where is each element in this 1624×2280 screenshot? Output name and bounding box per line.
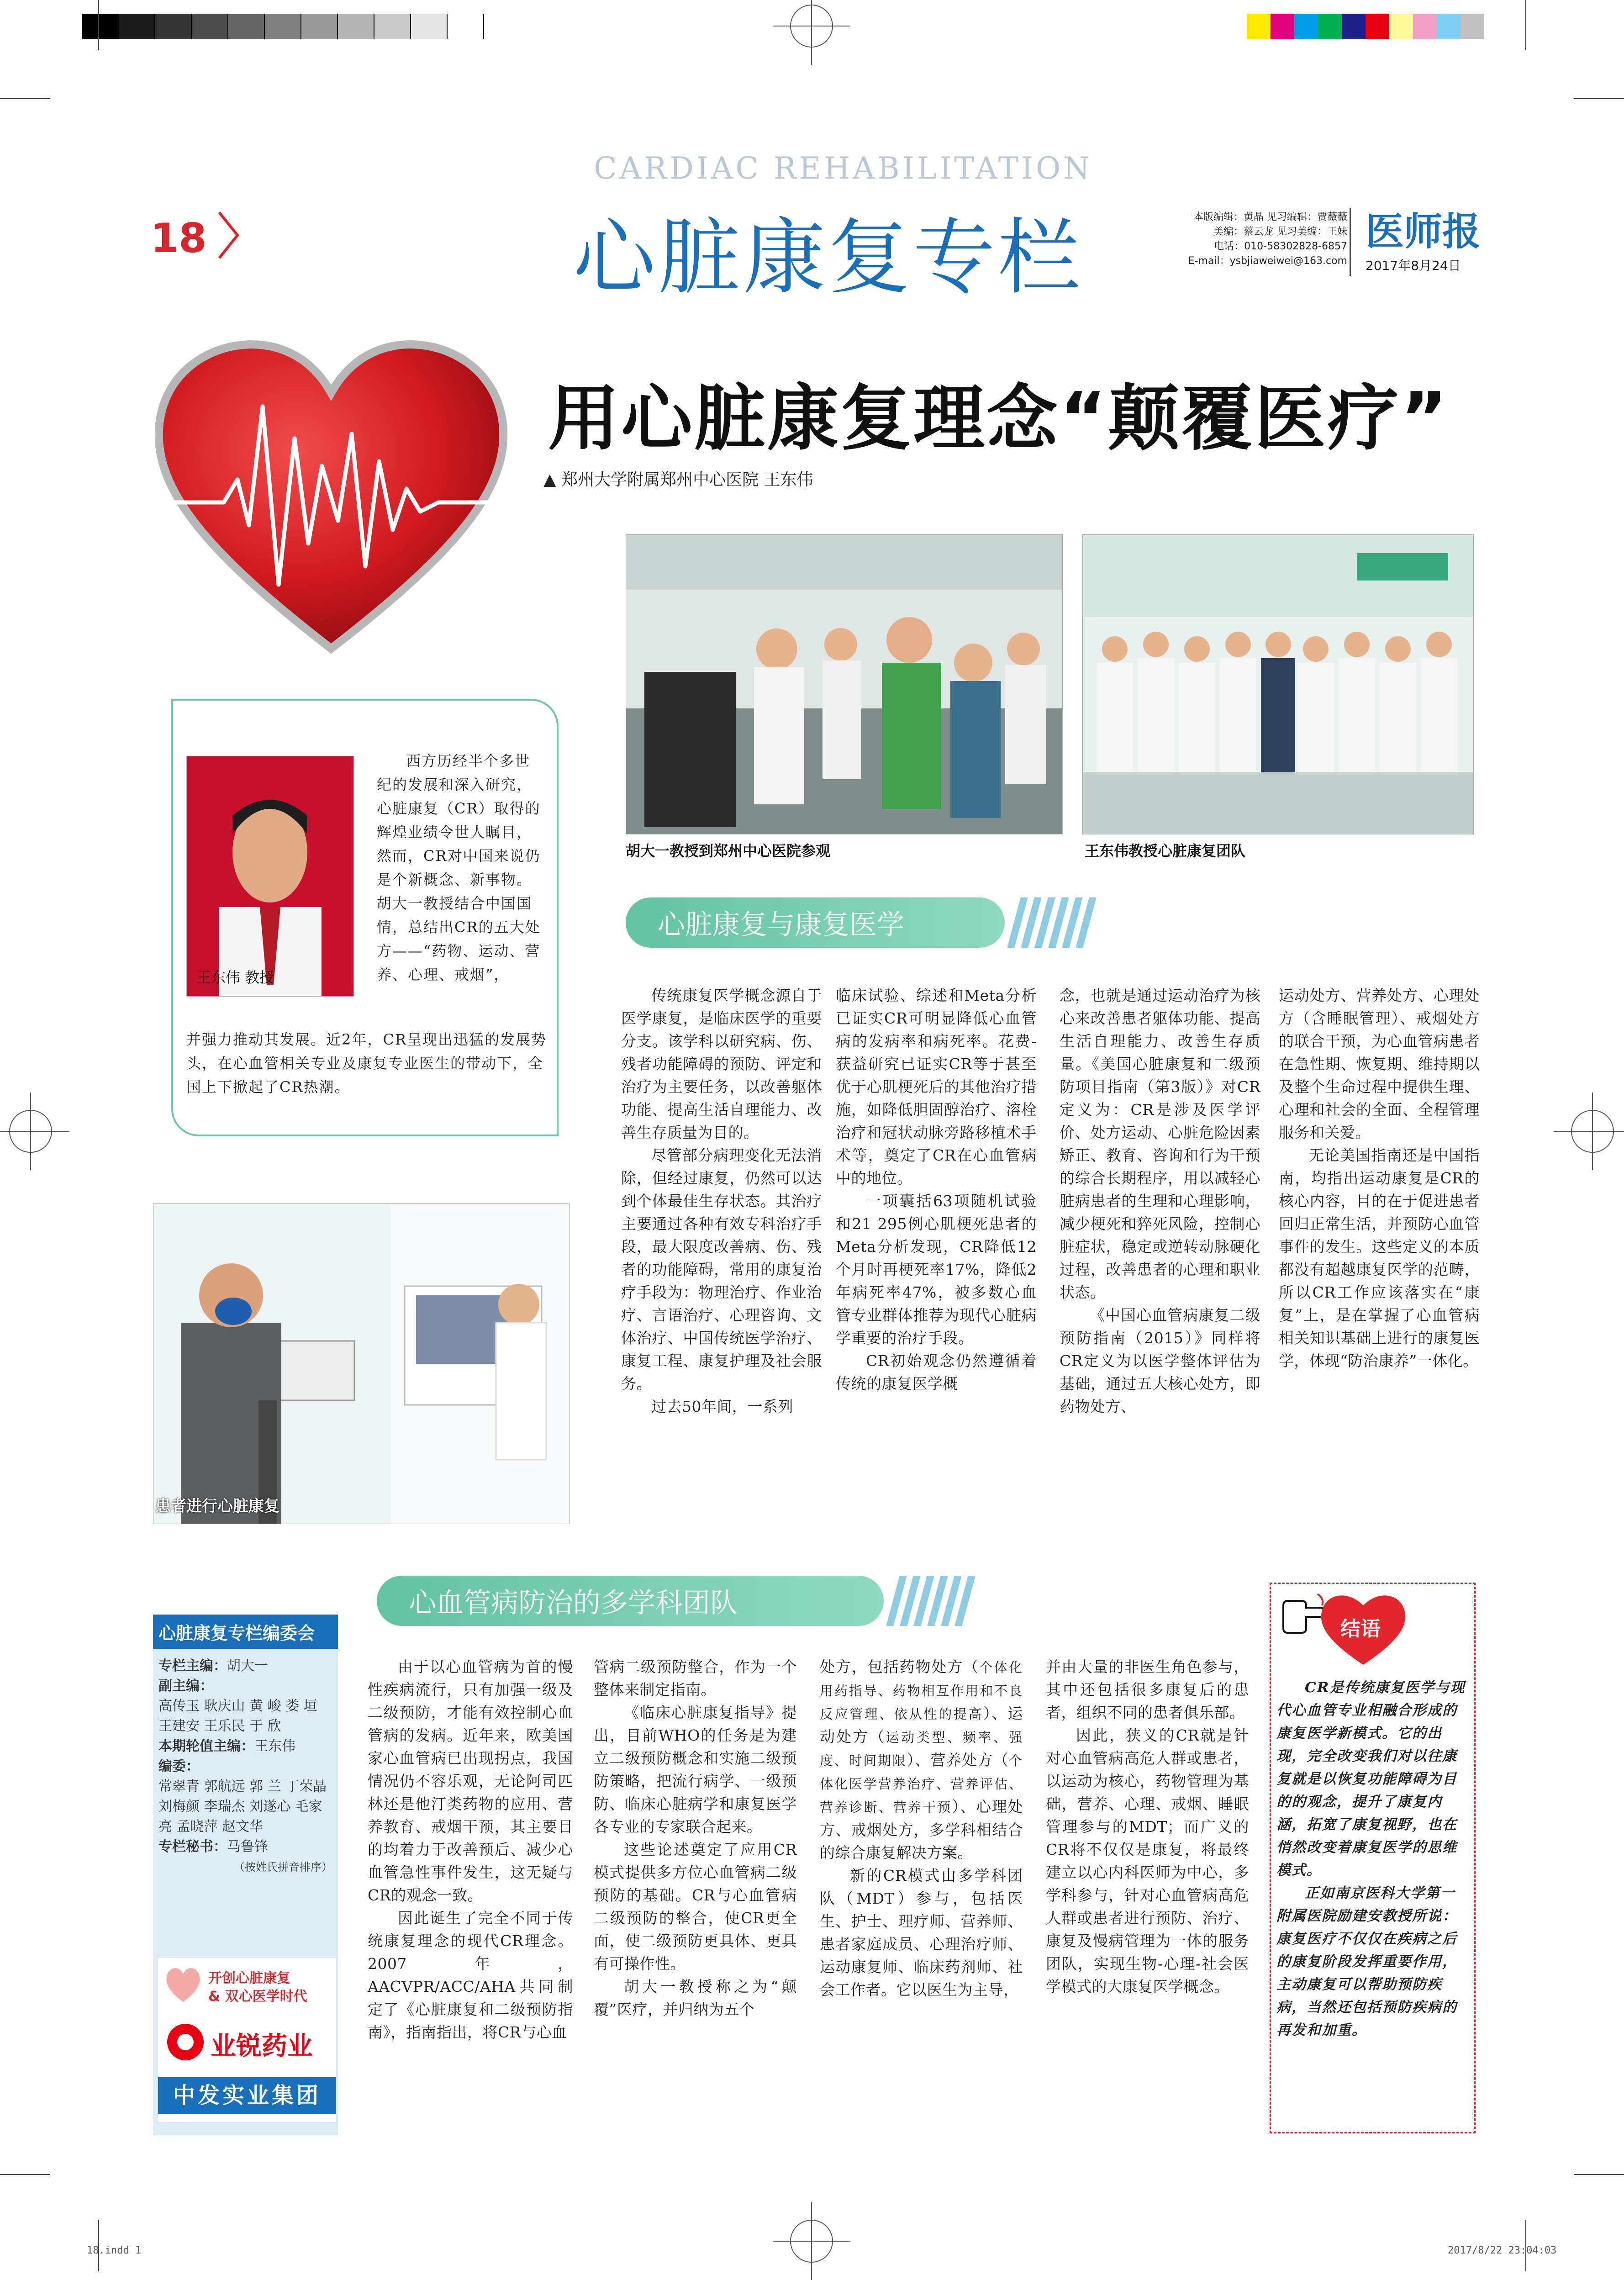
paragraph: 正如南京医科大学第一附属医院励建安教授所说：康复医疗不仅仅在疾病之后的康复阶段发挥重要作用，主动康复可以帮助预防疾病，当然还包括预防疾病的再发和加重。 <box>1276 1885 1457 2038</box>
sponsor-group: 中发实业集团 <box>158 2077 336 2114</box>
board-value: 高传玉 耿庆山 黄 峻 娄 垣 王建安 王乐民 于 欣 <box>158 1698 317 1734</box>
sponsor-logo-icon <box>165 2021 206 2063</box>
board-value: 马鲁锋 <box>227 1839 268 1855</box>
paragraph: 过去50年间，一系列 <box>651 1398 793 1415</box>
divider <box>1350 208 1351 276</box>
staff-credits <box>1165 210 1347 269</box>
author-portrait <box>186 756 354 997</box>
article-column <box>1046 1656 1249 1998</box>
crop-mark <box>0 2174 50 2175</box>
staff-line: 电话：010-58302828-6857 <box>1214 241 1347 252</box>
sponsor-name: 业锐药业 <box>211 2032 313 2061</box>
paragraph: 《中国心血管病康复二级预防指南（2015）》同样将CR定义为以医学整体评估为基础，通过五大核心处方，即药物处方、 <box>1060 1306 1260 1415</box>
text-run: ）、心理处方、戒烟处方，多学科相结合的综合康复解决方案。 <box>820 1798 1023 1862</box>
photo-team <box>1082 534 1474 834</box>
crop-mark <box>0 98 50 99</box>
paragraph: 尽管部分病理变化无法消除，但经过康复，仍然可以达到个体最佳生存状态。其治疗主要通过各种有效专科治疗手段，最大限度改善病、伤、残者的功能障碍，常用的康复治疗手段为：物理治疗、作业治疗、言语治疗、心理咨询、文体治疗、中国传统医学治疗、康复工程、康复护理及社会服务。 <box>621 1146 822 1393</box>
paragraph: 运动处方、营养处方、心理处方（含睡眠管理）、戒烟处方的联合干预，为心血管病患者在急性期、恢复期、维持期以及整个生命过程中提供生理、心理和社会的全面、全程管理服务和关爱。 <box>1279 987 1480 1141</box>
article-column <box>621 984 822 1418</box>
conclusion-text <box>1276 1676 1468 2042</box>
registration-mark <box>790 5 833 48</box>
article-headline: 用心脏康复理念“颠覆医疗” <box>548 377 1450 460</box>
text-run: ）、运动处方（ <box>820 1705 1023 1746</box>
crop-mark <box>1574 98 1624 99</box>
paragraph: 临床试验、综述和Meta分析已证实CR可明显降低心血管病的发病率和病死率。花费-获益研究已证实CR等于甚至优于心肌梗死后的其他治疗措施，如降低胆固醇治疗、溶栓治疗和冠状动脉旁路移植术手术等，奠定了CR在心血管病中的地位。 <box>836 987 1037 1187</box>
article-column <box>368 1656 573 2044</box>
text-run: ）、营养处方（ <box>907 1751 1009 1769</box>
decorative-stripes <box>893 1576 969 1626</box>
board-label: 本期轮值主编： <box>158 1738 254 1754</box>
paragraph: 因此诞生了完全不同于传统康复理念的现代CR理念。2007年，AACVPR/ACC/AHA共同制定了《心脏康复和二级预防指南》，指南指出，将CR与心血 <box>368 1909 573 2041</box>
board-title: 心脏康复专栏编委会 <box>153 1615 338 1649</box>
english-title: CARDIAC REHABILITATION <box>594 151 1092 186</box>
paragraph: CR是传统康复医学与现代心血管专业相融合形成的康复医学新模式。它的出现，完全改变我们对以往康复就是以恢复功能障碍为目的的观念，提升了康复内涵，拓宽了康复视野，也在悄然改变着康复医学的思维模式。 <box>1276 1679 1466 1879</box>
staff-line: 美编：蔡云龙 见习美编：王妹 <box>1213 226 1347 238</box>
registration-mark <box>1571 1110 1614 1153</box>
board-value: 常翠青 郭航远 郭 兰 丁荣晶 刘梅颜 李瑞杰 刘遂心 毛家亮 孟晓萍 赵文华 <box>158 1779 327 1835</box>
conclusion-title: 结语 <box>1340 1617 1381 1641</box>
paragraph: CR初始观念仍然遵循着传统的康复医学概 <box>836 1352 1037 1393</box>
photo-caption: 患者进行心脏康复 <box>155 1497 279 1515</box>
paragraph: 胡大一教授称之为“颠覆”医疗，并归纳为五个 <box>594 1978 797 2018</box>
paragraph: 并由大量的非医生角色参与，其中还包括很多康复后的患者，组织不同的患者俱乐部。 <box>1046 1658 1249 1721</box>
profile-intro-text: 西方历经半个多世纪的发展和深入研究，心脏康复（CR）取得的辉煌业绩令世人瞩目，然而，CR对中国来说仍是个新概念、新事物。胡大一教授结合中国国情，总结出CR的五大处方——“药物、运动、营养、心理、戒烟”， <box>377 752 541 983</box>
profile-intro-bottom: 并强力推动其发展。近2年，CR呈现出迅猛的发展势头，在心血管相关专业及康复专业医生的带动下，全国上下掀起了CR热潮。 <box>186 1031 547 1096</box>
article-column <box>836 984 1037 1395</box>
sponsor-heart-icon <box>163 1963 204 2004</box>
portrait-caption: 王东伟 教授 <box>196 969 274 986</box>
print-timestamp: 2017/8/22 23:04:03 <box>1448 2245 1557 2256</box>
file-slug: 18.indd 1 <box>87 2245 142 2256</box>
decorative-stripes <box>1014 897 1090 948</box>
article-column <box>594 1656 797 2021</box>
crop-mark <box>1525 0 1526 50</box>
article-column <box>1060 984 1260 1418</box>
sponsor-slogan: 开创心脏康复 <box>208 1970 290 1986</box>
photo-caption: 胡大一教授到郑州中心医院参观 <box>626 842 831 860</box>
issue-date: 2017年8月24日 <box>1366 258 1461 273</box>
paragraph: 念，也就是通过运动治疗为核心来改善患者躯体功能、提高生活自理能力、改善生存质量。《美国心脏康复和二级预防项目指南（第3版）》对CR定义为：CR是涉及医学评价、处方运动、心脏危险因素矫正、教育、咨询和行为干预的综合长期程序，用以减轻心脏病患者的生理和心理影响，减少梗死和猝死风险，控制心脏症状，稳定或逆转动脉硬化过程，改善患者的心理和职业状态。 <box>1060 987 1260 1301</box>
color-bar <box>1247 14 1484 39</box>
article-column <box>1279 984 1480 1372</box>
text-run: 个体化医学营养治疗、营养评估、营养诊断、营养干预 <box>820 1753 1023 1815</box>
paragraph: 这些论述奠定了应用CR模式提供多方位心血管病二级预防的基础。CR与心血管病二级预防的整合，使CR更全面，使二级预防更具体、更具有可操作性。 <box>594 1841 797 1973</box>
board-value: 王东伟 <box>254 1738 295 1754</box>
board-label: 专栏主编： <box>158 1658 227 1674</box>
byline: ▲ 郑州大学附属郑州中心医院 王东伟 <box>543 470 813 489</box>
page-number: 18 <box>151 215 207 262</box>
section-heading: 心脏康复与康复医学 <box>626 897 1005 948</box>
board-value: 胡大一 <box>227 1658 268 1674</box>
paragraph: 管病二级预防整合，作为一个整体来制定指南。 <box>594 1658 797 1699</box>
profile-intro <box>377 749 541 987</box>
photo-patient-rehab <box>153 1203 569 1524</box>
section-heading: 心血管病防治的多学科团队 <box>377 1576 884 1626</box>
sponsor-slogan: & 双心医学时代 <box>208 1989 307 2005</box>
staff-line: E-mail：ysbjiaweiwei@163.com <box>1188 255 1347 267</box>
masthead-logo: 医师报 <box>1366 209 1481 254</box>
paragraph: 无论美国指南还是中国指南，均指出运动康复是CR的核心内容，目的在于促进患者回归正常生活，并预防心血管事件的发生。这些定义的本质都没有超越康复医学的范畴，所以CR工作应该落实在“康复”上，是在掌握了心血管病相关知识基础上进行的康复医学，体现“防治康养”一体化。 <box>1279 1146 1480 1370</box>
sponsor-ad <box>158 1957 337 2122</box>
grayscale-bar <box>82 14 484 39</box>
paragraph: 一项囊括63项随机试验和21 295例心肌梗死患者的Meta分析发现，CR降低12个月时再梗死率17%，降低2年病死率47%，被多数心血管专业群体推荐为现代心脏病学重要的治疗手段。 <box>836 1192 1037 1347</box>
paragraph <box>820 1656 1023 1864</box>
registration-mark <box>9 1110 52 1153</box>
paragraph: 《临床心脏康复指导》提出，目前WHO的任务是为建立二级预防概念和实施二级预防策略，把流行病学、一级预防、临床心脏病学和康复医学各专业的专家联合起来。 <box>594 1704 797 1836</box>
board-label: 编委： <box>158 1758 200 1774</box>
column-title: 心脏康复专栏 <box>573 210 1083 306</box>
board-note: （按姓氏拼音排序） <box>234 1861 332 1874</box>
article-column <box>820 1656 1023 2001</box>
text-run: 个体化用药指导、药物相互作用和不良反应管理、依从性的提高 <box>820 1660 1023 1722</box>
board-label: 专栏秘书： <box>158 1839 227 1855</box>
board-label: 副主编： <box>158 1678 213 1694</box>
registration-mark <box>790 2220 833 2263</box>
photo-caption: 王东伟教授心脏康复团队 <box>1085 842 1246 860</box>
paragraph: 新的CR模式由多学科团队（MDT）参与，包括医生、护士、理疗师、营养师、患者家庭成员、心理治疗师、运动康复师、临床药剂师、社会工作者。它以医生为主导， <box>820 1867 1023 1999</box>
text-run: 处方，包括药物处方（ <box>820 1658 980 1676</box>
heartbeat-heart-icon <box>146 329 516 658</box>
photo-visit <box>626 534 1063 834</box>
paragraph: 传统康复医学概念源自于医学康复，是临床医学的重要分支。该学科以研究病、伤、残者功能障碍的预防、评定和治疗为主要任务，以改善躯体功能、提高生活自理能力、改善生存质量为目的。 <box>621 987 822 1141</box>
paragraph: 由于以心血管病为首的慢性疾病流行，只有加强一级及二级预防，才能有效控制心血管病的发病。近年来，欧美国家心血管病已出现拐点，我国情况仍不容乐观，无论阿司匹林还是他汀类药物的应用、营养教育、戒烟干预，其主要目的均着力于改善预后、减少心血管急性事件发生，这无疑与CR的观念一致。 <box>368 1658 573 1904</box>
crop-mark <box>1574 2174 1624 2175</box>
crop-mark <box>98 0 99 50</box>
chevron-right-icon <box>215 208 242 263</box>
staff-line: 本版编辑：黄晶 见习编辑：贾薇薇 <box>1193 211 1347 223</box>
text-run: 运动类型、频率、强度、时间期限 <box>820 1730 1023 1768</box>
paragraph: 因此，狭义的CR就是针对心血管病高危人群或患者，以运动为核心，药物管理为基础，营养、心理、戒烟、睡眠管理参与的MDT；而广义的CR将不仅仅是康复，将最终建立以心内科医师为中心，多学科参与，针对心血管病高危人群或患者进行预防、治疗、康复及慢病管理为一体的服务团队，实现生物-心理-社会医学模式的大康复医学概念。 <box>1046 1726 1249 1995</box>
